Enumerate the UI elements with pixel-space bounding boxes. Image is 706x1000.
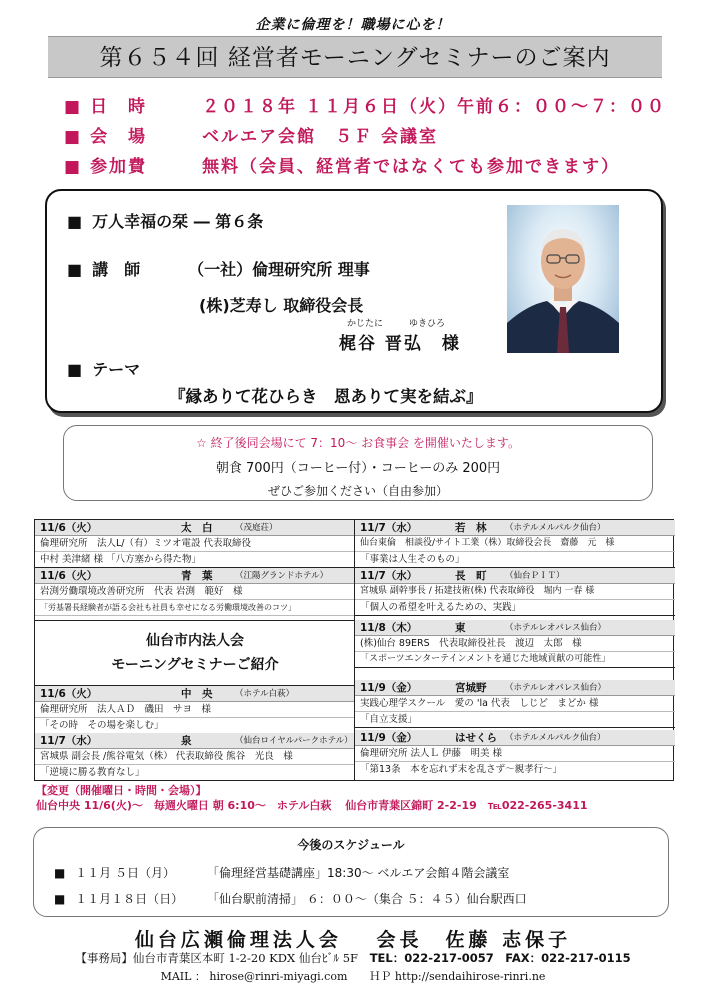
entry-venue: （ホテル白萩） (235, 689, 295, 699)
entry-date: 11/7（水） (360, 522, 418, 534)
org-line (0, 925, 706, 952)
change-detail (36, 797, 588, 813)
entry-theme: 「個人の希望を叶えるための、実践」 (355, 600, 675, 616)
seminar-entry-header (355, 520, 675, 536)
entry-venue: （ホテルメルパルク仙台） (505, 523, 606, 533)
venue-value: ベルエア会館 ５Ｆ 会議室 (202, 127, 438, 147)
schedule-title: 今後のスケジュール (297, 838, 405, 852)
office-line (0, 950, 706, 966)
seminar-grid (34, 519, 674, 781)
entry-name: はせくら (455, 732, 497, 744)
seminar-column-left (35, 520, 355, 780)
schedule-item-date: １１月 ５日（月） (75, 866, 175, 880)
fee-value: 無料（会員、経営者ではなくても参加できます） (202, 157, 621, 177)
schedule-item (54, 864, 509, 881)
intro-cell (35, 620, 355, 686)
theme-label: テーマ (92, 360, 141, 379)
entry-name: 泉 (181, 735, 192, 747)
seminar-entry (355, 568, 675, 616)
contact-line: MAIL ： hirose@rinri-miyagi.com ＨＰ http://sendaihirose-rinri.ne (160, 970, 546, 983)
fee-label: 参加費 (90, 157, 148, 177)
lecturer-org: （一社）倫理研究所 理事 (188, 260, 370, 279)
entry-date: 11/8（木） (360, 622, 418, 634)
change-heading: 【変更（開催曜日・時間・会場）】 (36, 784, 207, 797)
bullet-square-icon: ■ (64, 157, 83, 177)
entry-date: 11/7（水） (40, 735, 98, 747)
entry-speaker: 倫理研究所 法人L/（有）ミツオ電設 代表取締役 (35, 536, 354, 552)
seminar-entry-header (355, 620, 675, 636)
seminar-entry-header (35, 520, 354, 536)
entry-speaker: 実践心理学スクール 愛の 'la 代表 しじど まどか 様 (355, 696, 675, 712)
tagline: 企業に倫理を！職場に心を！ (255, 17, 451, 33)
bullet-square-icon: ■ (67, 212, 83, 231)
info-date (64, 92, 666, 117)
entry-name: 宮城野 (455, 682, 487, 694)
entry-theme: 「自立支援」 (355, 712, 675, 728)
seminar-entry (355, 730, 675, 777)
entry-name: 太 白 (181, 522, 213, 534)
theme-text: 『縁ありて花ひらき 恩ありて実を結ぶ』 (169, 387, 483, 406)
org-name: 仙台広瀬倫理法人会 (134, 929, 342, 951)
bullet-square-icon: ■ (67, 260, 83, 279)
lecturer-name: 梶谷 晋弘 様 (339, 334, 461, 354)
entry-theme: 「スポーツエンターテインメントを通じた地域貢献の可能性」 (355, 652, 675, 668)
entry-venue: （ホテルレオパレス仙台） (505, 683, 606, 693)
schedule-item-date: １１月１８日（日） (75, 892, 184, 906)
notice-line-2: 朝食 700円（コーヒー付）・コーヒーのみ 200円 (215, 461, 501, 476)
seminar-entry-header (35, 568, 354, 584)
seminar-entry (35, 520, 354, 568)
page-title: 第６５４回 経営者モーニングセミナーのご案内 (48, 36, 662, 78)
change-detail-address: 仙台市青葉区錦町 2-2-19 ℡022-265-3411 (345, 799, 588, 812)
entry-theme: 「労基署長経験者が語る会社も社員も幸せになる労働環境改善のコツ」 (35, 600, 354, 616)
lecturer-line (67, 257, 370, 280)
speaker-portrait-icon (507, 205, 619, 353)
entry-theme: 「第13条 本を忘れず末を乱さず～親孝行～」 (360, 764, 563, 775)
entry-date: 11/9（金） (360, 732, 418, 744)
dinner-notice (63, 425, 653, 501)
entry-speaker: 宮城県 副会長 /熊谷電気（株） 代表取締役 熊谷 光良 様 (35, 749, 354, 765)
speaker-box (45, 189, 663, 413)
entry-speaker: 宮城県 副幹事長 / 拓建技術(株) 代表取締役 堀内 一春 様 (355, 584, 675, 600)
intro-line-2: モーニングセミナーご紹介 (111, 657, 279, 673)
seminar-entry-header (35, 733, 354, 749)
ruby-surname: かじたに (347, 319, 384, 329)
notice-line-3: ぜひご参加ください（自由参加） (267, 484, 448, 498)
entry-date: 11/7（水） (360, 570, 418, 582)
schedule-item (54, 890, 527, 907)
speaker-photo (507, 205, 619, 353)
notice-line-1: ☆ 終了後同会場にて 7：10～ お食事会 を開催いたします。 (196, 436, 520, 450)
seminar-entry-header (355, 680, 675, 696)
theme-series (67, 209, 263, 232)
seminar-entry (355, 520, 675, 568)
ruby-given: ゆきひろ (409, 319, 446, 329)
theme-line (67, 357, 140, 380)
seminar-entry (355, 620, 675, 668)
lecturer-company: (株)芝寿し 取締役会長 (199, 296, 364, 315)
entry-venue: （茂庭荘） (235, 523, 278, 533)
seminar-entry (35, 733, 354, 780)
schedule-item-text: 「仙台駅前清掃」 ６：００～（集合 ５：４５）仙台駅西口 (207, 892, 527, 906)
venue-label: 会 場 (90, 127, 148, 147)
bullet-square-icon: ■ (54, 892, 66, 906)
change-detail-schedule: 仙台中央 11/6(火)～ 毎週火曜日 朝 6:10～ ホテル白萩 (36, 799, 332, 812)
info-venue (64, 122, 438, 147)
intro-line-1: 仙台市内法人会 (146, 633, 244, 649)
entry-name: 若 林 (455, 522, 487, 534)
theme-series-text: 万人幸福の栞 ― 第６条 (92, 212, 264, 231)
entry-name: 長 町 (455, 570, 487, 582)
entry-date: 11/6（火） (40, 688, 98, 700)
office-address: 【事務局】仙台市青葉区本町 1-2-20 KDX 仙台ﾋﾞﾙ 5F (75, 951, 359, 965)
entry-name: 青 葉 (181, 570, 213, 582)
org-chair: 会長 佐藤 志保子 (376, 929, 572, 951)
entry-date: 11/6（火） (40, 522, 98, 534)
entry-venue: （仙台ＰＩＴ） (505, 571, 565, 581)
entry-date: 11/6（火） (40, 570, 98, 582)
entry-venue: （江陽グランドホテル） (235, 571, 329, 581)
entry-speaker: 倫理研究所 法人ＡＤ 磯田 サヨ 様 (35, 702, 354, 718)
entry-speaker: 岩渕労働環境改善研究所 代表 岩渕 範好 様 (35, 584, 354, 600)
schedule-box (33, 827, 669, 917)
seminar-entry (355, 680, 675, 728)
entry-date: 11/9（金） (360, 682, 418, 694)
entry-speaker: 倫理研究所 法人Ｌ 伊藤 明美 様 (355, 746, 675, 762)
entry-theme: 「事業は人生そのもの」 (355, 552, 675, 568)
entry-speaker-2: 中村 美津緒 様 「八方塞から得た物」 (35, 552, 354, 568)
entry-theme: 「その時 その場を楽しむ」 (35, 718, 354, 734)
seminar-entry (35, 686, 354, 734)
info-fee (64, 152, 620, 177)
entry-speaker: 仙台東倫 相談役/サイト工業（株）取締役会長 齋藤 元 様 (355, 536, 675, 552)
seminar-entry-header (35, 686, 354, 702)
entry-venue: （仙台ロイヤルパークホテル） (235, 736, 353, 746)
seminar-entry-header (355, 568, 675, 584)
bullet-square-icon: ■ (64, 127, 83, 147)
entry-name: 中 央 (181, 688, 213, 700)
lecturer-label: 講 師 (92, 260, 141, 279)
seminar-column-right (355, 520, 675, 780)
date-label: 日 時 (90, 97, 148, 117)
bullet-square-icon: ■ (54, 866, 66, 880)
date-value: ２０１８年 １１月６日（火）午前６：００～７：００ (202, 97, 666, 117)
schedule-item-text: 「倫理経営基礎講座」18:30～ ベルエア会館４階会議室 (207, 866, 510, 880)
bullet-square-icon: ■ (64, 97, 83, 117)
seminar-entry-header (355, 730, 675, 746)
seminar-entry (35, 568, 354, 616)
entry-venue: （ホテルメルパルク仙台） (505, 733, 606, 743)
office-phone: TEL：022-217-0057 FAX：022-217-0115 (369, 951, 631, 965)
entry-theme: 「逆境に勝る教育なし」 (40, 767, 145, 778)
entry-venue: （ホテルレオパレス仙台） (505, 623, 606, 633)
bullet-square-icon: ■ (67, 360, 83, 379)
entry-speaker: (株)仙台 89ERS 代表取締役社長 渡辺 太郎 様 (355, 636, 675, 652)
entry-name: 東 (455, 622, 466, 634)
